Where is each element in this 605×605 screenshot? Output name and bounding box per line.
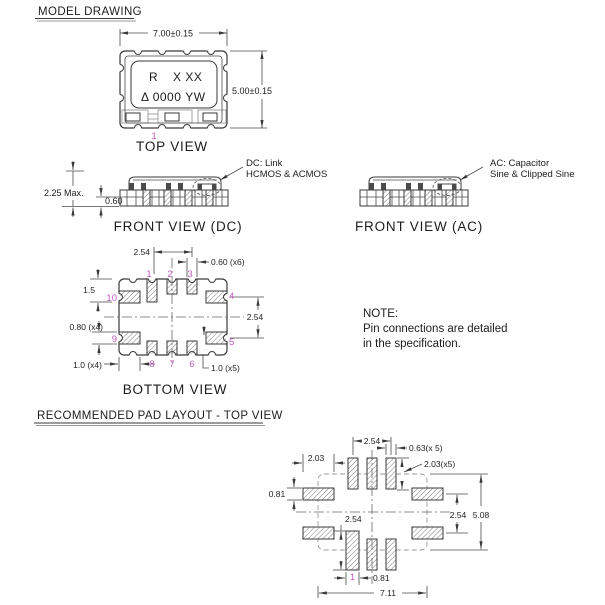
marking-prefix: R bbox=[149, 70, 159, 84]
pl-dim-total-width-label: 7.11 bbox=[380, 588, 396, 598]
dim-pad-length-label: 1.0 (x5) bbox=[211, 363, 240, 373]
pad-layout-title: RECOMMENDED PAD LAYOUT - TOP VIEW bbox=[37, 410, 283, 422]
dim-height-label: 5.00±0.15 bbox=[232, 86, 272, 96]
top-view bbox=[119, 29, 272, 155]
pl-dim-total-height-label: 5.08 bbox=[472, 510, 490, 520]
pl-dim-length-left-label: 2.03 bbox=[307, 453, 325, 463]
pin-label-7: 7 bbox=[169, 359, 175, 370]
ac-callout-line1: AC: Capacitor bbox=[490, 158, 550, 169]
pin-label-1: 1 bbox=[146, 269, 152, 280]
pin-label-2: 2 bbox=[167, 269, 173, 280]
dim-total-height-label: 2.25 Max. bbox=[44, 188, 84, 198]
sheet-header bbox=[35, 6, 142, 21]
dim-pitch-label: 2.54 bbox=[133, 247, 150, 257]
pl-dim-side-pitch-label: 2.54 bbox=[449, 510, 467, 520]
note-line2: in the specification. bbox=[363, 338, 461, 350]
dc-callout-line2: HCMOS & ACMOS bbox=[246, 169, 328, 180]
dim-corner-width-label: 1.0 (x4) bbox=[73, 360, 102, 370]
pl-dim-pad-width-label: 0.63(x 5) bbox=[409, 443, 443, 453]
pl-dim-side-height-label: 0.81 bbox=[268, 489, 286, 499]
note-line1: Pin connections are detailed bbox=[363, 323, 508, 335]
pad-layout bbox=[269, 436, 490, 598]
front-view-ac-title: FRONT VIEW (AC) bbox=[355, 219, 483, 234]
pin-label-9: 9 bbox=[111, 334, 117, 345]
pin-label-3: 3 bbox=[187, 269, 193, 280]
front-view-ac bbox=[355, 158, 575, 234]
dim-pin1-length-label: 1.5 bbox=[83, 285, 95, 295]
pin1-marker: 1 bbox=[151, 131, 157, 142]
pin-label-10: 10 bbox=[106, 293, 117, 304]
pin-label-8: 8 bbox=[149, 359, 155, 370]
pl-dim-pitch-label: 2.54 bbox=[363, 436, 381, 446]
sheet-title: MODEL DRAWING bbox=[38, 6, 143, 18]
pin-label-4: 4 bbox=[229, 291, 235, 302]
dim-pad-width-label: 0.60 (x6) bbox=[211, 257, 245, 267]
front-view-dc-title: FRONT VIEW (DC) bbox=[113, 219, 243, 234]
bottom-view bbox=[69, 247, 264, 397]
pl-dim-pin1-width-label: 0.81 bbox=[373, 573, 390, 583]
pad-layout-header bbox=[34, 410, 283, 426]
marking-row2: Δ 0000 YW bbox=[141, 90, 206, 104]
dim-side-pitch-label: 2.54 bbox=[246, 312, 264, 322]
ac-callout-line2: Sine & Clipped Sine bbox=[490, 169, 575, 180]
pl-dim-length-right-label: 2.03(x5) bbox=[424, 459, 456, 469]
marking-code: X XX bbox=[173, 70, 203, 84]
dim-corner-height-label: 0.80 (x4) bbox=[69, 322, 103, 332]
pin-label-6: 6 bbox=[189, 359, 195, 370]
pl-pin1-marker: 1 bbox=[349, 572, 356, 583]
dim-base-height-label: 0.60 bbox=[105, 196, 123, 206]
bottom-view-title: BOTTOM VIEW bbox=[122, 382, 228, 397]
note-heading: NOTE: bbox=[363, 308, 399, 320]
front-view-dc bbox=[44, 158, 327, 234]
pin-label-5: 5 bbox=[229, 337, 235, 348]
pl-dim-pin1-length-label: 2.54 bbox=[345, 514, 362, 524]
dc-callout-line1: DC: Link bbox=[246, 158, 283, 169]
dim-width-label: 7.00±0.15 bbox=[153, 28, 193, 39]
note-block bbox=[363, 308, 508, 350]
top-view-title: TOP VIEW bbox=[136, 139, 208, 154]
